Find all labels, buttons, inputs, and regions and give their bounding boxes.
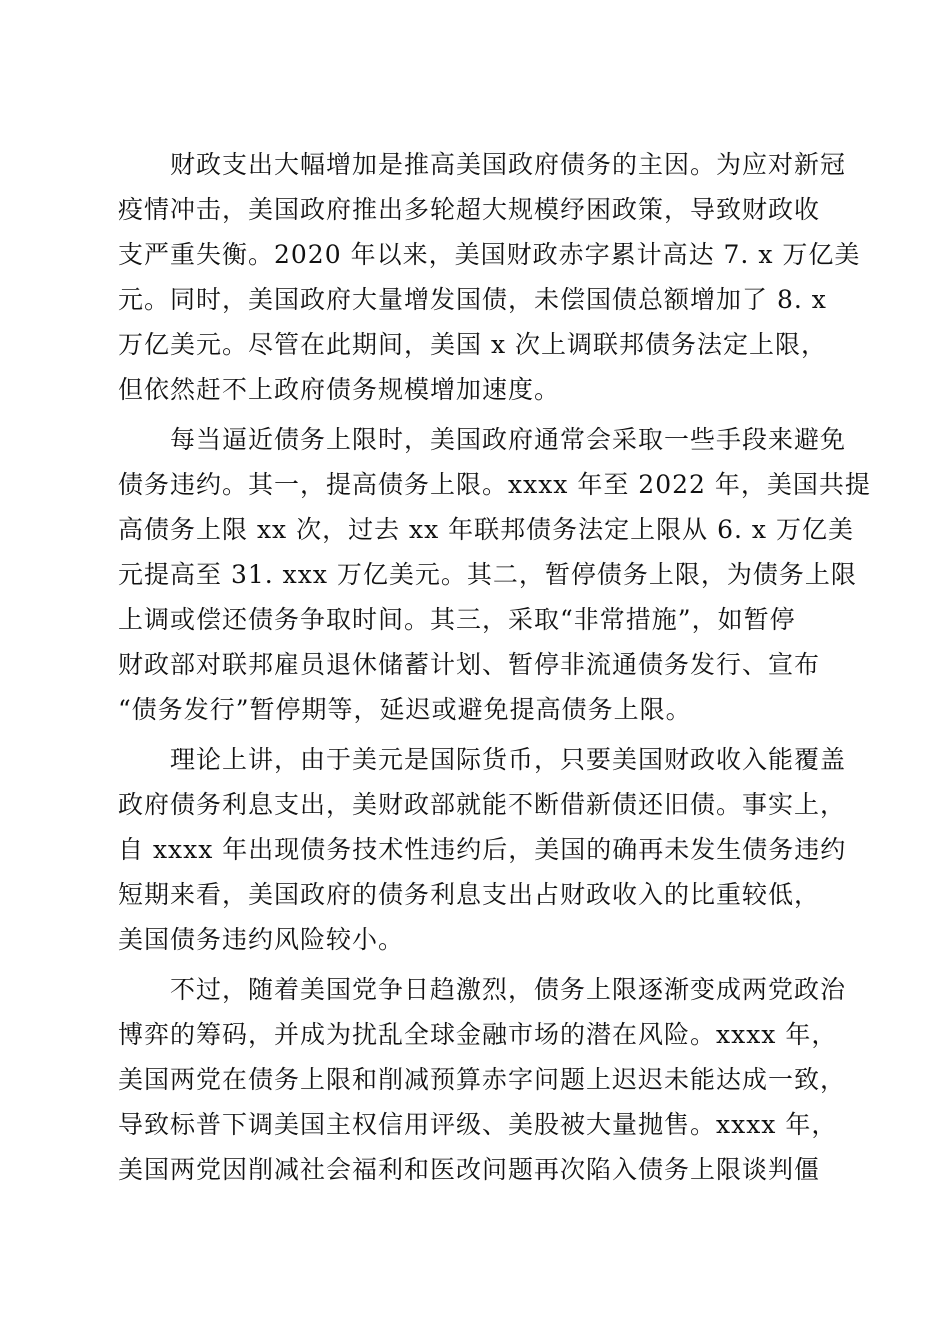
text-line: “债务发行”暂停期等，延迟或避免提高债务上限。 — [118, 695, 692, 724]
text-line: 短期来看，美国政府的债务利息支出占财政收入的比重较低， — [118, 880, 821, 909]
text-line: 不过，随着美国党争日趋激烈，债务上限逐渐变成两党政治 — [118, 975, 847, 1004]
text-line: 自 xxxx 年出现债务技术性违约后，美国的确再未发生债务违约 — [118, 835, 847, 864]
text-line: 政府债务利息支出，美财政部就能不断借新债还旧债。事实上， — [118, 790, 847, 819]
text-line: 理论上讲，由于美元是国际货币，只要美国财政收入能覆盖 — [118, 745, 847, 774]
text-line: 博弈的筹码，并成为扰乱全球金融市场的潜在风险。xxxx 年， — [118, 1020, 838, 1049]
paragraph-1 — [118, 142, 861, 412]
text-line: 财政支出大幅增加是推高美国政府债务的主因。为应对新冠 — [118, 150, 847, 179]
text-line: 上调或偿还债务争取时间。其三，采取“非常措施”，如暂停 — [118, 605, 796, 634]
text-line: 元。同时，美国政府大量增发国债，未偿国债总额增加了 8. x — [118, 285, 827, 314]
text-line: 财政部对联邦雇员退休储蓄计划、暂停非流通债务发行、宣布 — [118, 650, 821, 679]
document-body — [118, 142, 871, 1192]
text-line: 美国债务违约风险较小。 — [118, 925, 405, 954]
text-line: 疫情冲击，美国政府推出多轮超大规模纾困政策，导致财政收 — [118, 195, 821, 224]
paragraph-2 — [118, 417, 871, 732]
text-line: 美国两党在债务上限和削减预算赤字问题上迟迟未能达成一致， — [118, 1065, 847, 1094]
paragraph-4 — [118, 967, 847, 1192]
text-line: 美国两党因削减社会福利和医改问题再次陷入债务上限谈判僵 — [118, 1155, 821, 1184]
text-line: 万亿美元。尽管在此期间，美国 x 次上调联邦债务法定上限， — [118, 330, 827, 359]
text-line: 导致标普下调美国主权信用评级、美股被大量抛售。xxxx 年， — [118, 1110, 838, 1139]
text-line: 元提高至 31. xxx 万亿美元。其二，暂停债务上限，为债务上限 — [118, 560, 857, 589]
paragraph-3 — [118, 737, 847, 962]
text-line: 每当逼近债务上限时，美国政府通常会采取一些手段来避免 — [118, 425, 847, 454]
text-line: 债务违约。其一，提高债务上限。xxxx 年至 2022 年，美国共提 — [118, 470, 871, 499]
text-line: 支严重失衡。2020 年以来，美国财政赤字累计高达 7. x 万亿美 — [118, 240, 861, 269]
text-line: 但依然赶不上政府债务规模增加速度。 — [118, 375, 561, 404]
text-line: 高债务上限 xx 次，过去 xx 年联邦债务法定上限从 6. x 万亿美 — [118, 515, 854, 544]
